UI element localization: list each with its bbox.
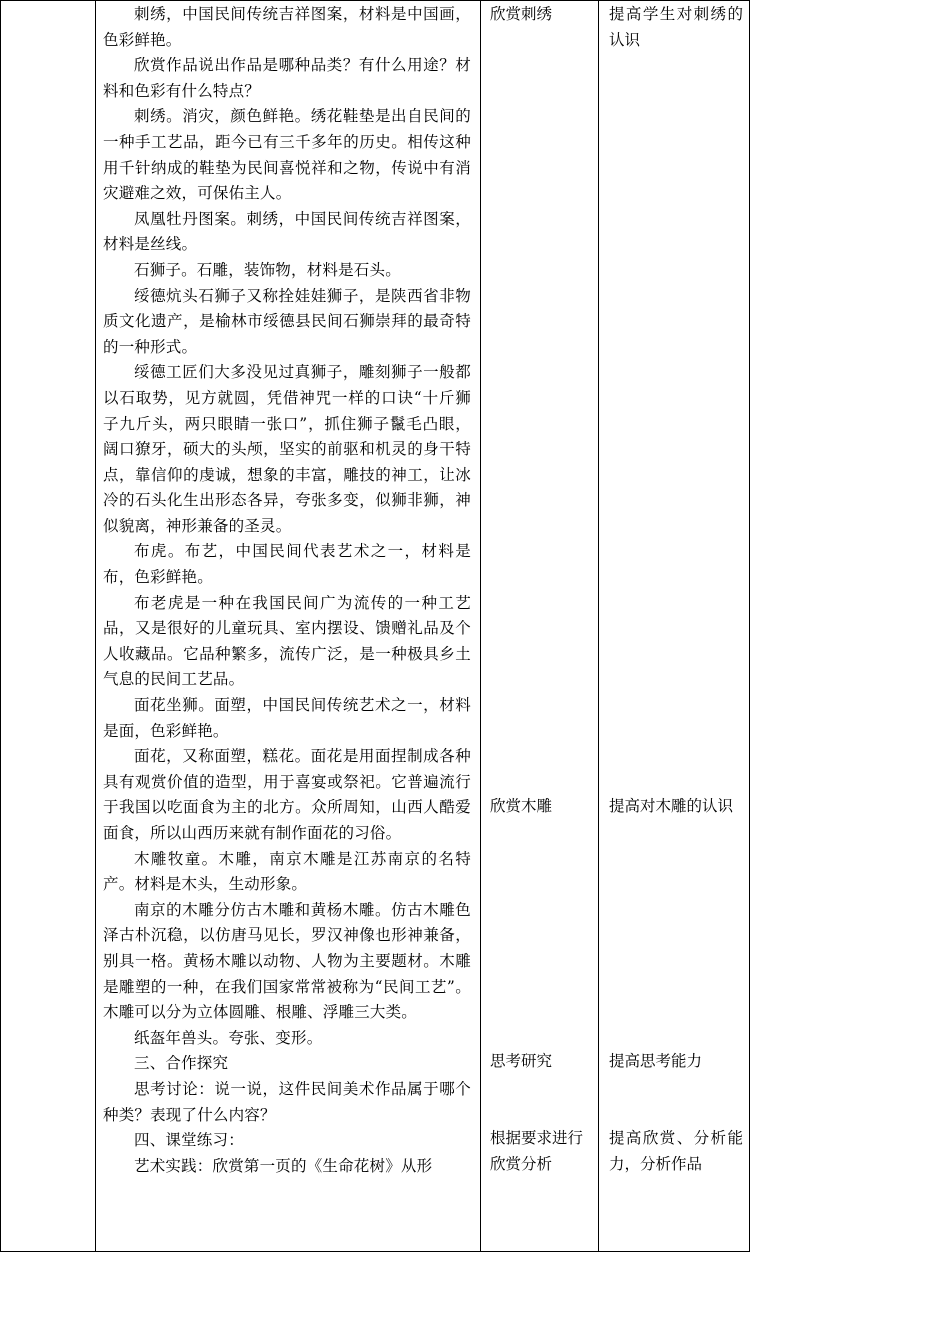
paragraph: 刺绣，中国民间传统吉祥图案，材料是中国画，色彩鲜艳。 [103, 5, 471, 49]
paragraph: 木雕牧童。木雕，南京木雕是江苏南京的名特产。材料是木头，生动形象。 [103, 849, 471, 894]
column-divider-3 [598, 0, 599, 1252]
table-border-right [749, 0, 750, 1252]
column-divider-2 [480, 0, 481, 1252]
student-activity-cell: 思考研究 [490, 1052, 553, 1070]
paragraph: 布虎。布艺，中国民间代表艺术之一，材料是布，色彩鲜艳。 [103, 542, 471, 587]
section-heading: 三、合作探究 [134, 1054, 229, 1073]
student-activity-cell: 欣赏木雕 [490, 797, 553, 815]
design-intent-cell: 提高思考能力 [609, 1052, 703, 1070]
paragraph: 艺术实践：欣赏第一页的《生命花树》从形 [134, 1156, 433, 1175]
student-activity-cell: 欣赏刺绣 [490, 5, 553, 23]
paragraph: 石狮子。石雕，装饰物，材料是石头。 [134, 260, 401, 279]
paragraph: 绥德工匠们大多没见过真狮子，雕刻狮子一般都以石取势，见方就圆，凭借神咒一样的口诀“十斤狮子九斤头，两只眼睛一张口”，抓住狮子鬣毛凸眼，阔口獠牙，硕大的头颅，坚实的前驱和机灵的身干特点，靠信仰的虔诚，想象的丰富，雕技的神工，让冰冷的石头化生出形态各异，夸张多变，似狮非狮，神似貌离，神形兼备的圣灵。 [103, 363, 471, 535]
column-divider-1 [95, 0, 96, 1252]
table-border-top [0, 0, 750, 1]
paragraph: 刺绣。消灾，颜色鲜艳。绣花鞋垫是出自民间的一种手工艺品，距今已有三千多年的历史。相传这种用千针纳成的鞋垫为民间喜悦祥和之物，传说中有消灾避难之效，可保佑主人。 [103, 107, 471, 203]
table-border-left [0, 0, 1, 1252]
paragraph: 面花，又称面塑，糕花。面花是用面捏制成各种具有观赏价值的造型，用于喜宴或祭祀。它普遍流行于我国以吃面食为主的北方。众所周知，山西人酷爱面食，所以山西历来就有制作面花的习俗。 [103, 747, 471, 842]
table-border-bottom [0, 1251, 750, 1252]
design-intent-cell: 提高欣赏、分析能力，分析作品 [609, 1129, 743, 1173]
paragraph: 纸盔年兽头。夸张、变形。 [134, 1028, 323, 1047]
paragraph: 布老虎是一种在我国民间广为流传的一种工艺品，又是很好的儿童玩具、室内摆设、馈赠礼品及个人收藏品。它品种繁多，流传广泛，是一种极具乡土气息的民间工艺品。 [103, 593, 471, 689]
paragraph: 思考讨论：说一说，这件民间美术作品属于哪个种类？表现了什么内容？ [103, 1079, 471, 1124]
paragraph: 凤凰牡丹图案。刺绣，中国民间传统吉祥图案，材料是丝线。 [103, 209, 471, 254]
paragraph: 欣赏作品说出作品是哪种品类？有什么用途？材料和色彩有什么特点？ [103, 56, 471, 100]
design-intent-cell: 提高学生对刺绣的认识 [609, 5, 743, 49]
section-heading: 四、课堂练习： [134, 1131, 244, 1150]
paragraph: 南京的木雕分仿古木雕和黄杨木雕。仿古木雕色泽古朴沉稳，以仿唐马见长，罗汉神像也形神兼备，别具一格。黄杨木雕以动物、人物为主要题材。木雕是雕塑的一种，在我们国家常常被称为“民间工艺”。木雕可以分为立体圆雕、根雕、浮雕三大类。 [103, 900, 471, 1022]
paragraph: 绥德炕头石狮子又称拴娃娃狮子，是陕西省非物质文化遗产，是榆林市绥德县民间石狮崇拜的最奇特的一种形式。 [103, 286, 471, 356]
paragraph: 面花坐狮。面塑，中国民间传统艺术之一，材料是面，色彩鲜艳。 [103, 696, 471, 740]
teaching-content-column [103, 2, 471, 1179]
design-intent-cell: 提高对木雕的认识 [609, 797, 734, 815]
student-activity-cell: 根据要求进行欣赏分析 [490, 1129, 584, 1173]
